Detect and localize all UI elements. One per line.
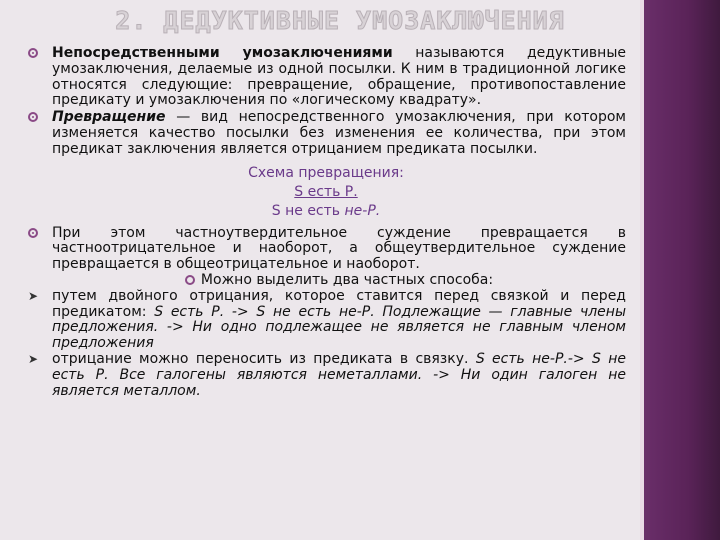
list-item [26, 110, 626, 157]
slide-title: 2. ДЕДУКТИВНЫЕ УМОЗАКЛЮЧЕНИЯ [115, 6, 565, 35]
circle-bullet-icon [185, 275, 195, 285]
decorative-sidebar [640, 0, 720, 540]
scheme-line-1: S есть Р. [294, 183, 358, 200]
scheme-title: Схема превращения: [248, 164, 404, 181]
sub-item: Можно выделить два частных способа: [52, 273, 626, 289]
paragraph-text: При этом частноутвердительное суждение превращается в частноотрицательное и наоборот, а общеутвердительное суждение превращается в общеотрицательное и наоборот. [52, 224, 626, 273]
scheme-block [26, 164, 626, 221]
sidebar-stripe [640, 0, 644, 540]
list-item: ➤ отрицание можно переносить из предиката в связку. S есть не-Р.-> S не есть Р. Все галогены являются неметаллами. -> Ни один галоген не является металлом. [27, 350, 627, 399]
circle-bullet-icon [26, 110, 40, 124]
scheme-line-2: S не есть не-Р. [271, 202, 381, 219]
slide-content [26, 46, 626, 399]
list-item [26, 226, 626, 289]
term-bold: Непосредственными умозаключениями [52, 45, 393, 61]
circle-bullet-icon [26, 226, 40, 240]
circle-bullet-icon [26, 46, 40, 60]
term-italic-bold: Превращение [52, 109, 166, 126]
list-item: ➤ путем двойного отрицания, которое ставится перед связкой и перед предикатом: S есть Р. -> S не есть не-Р. Подлежащие — главные члены предложения. -> Ни одно подлежащее не является не главным членом предложения [27, 287, 626, 352]
paragraph-text: — вид непосредственного умозаключения, при котором изменяется качество посылки без изменения ее количества, при этом предикат заключения является отрицанием предиката посылки. [52, 109, 626, 157]
arrow-bullet-icon: ➤ [27, 288, 39, 303]
arrow-bullet-icon: ➤ [27, 351, 39, 366]
list-item [26, 46, 626, 109]
paragraph-text: называются дедуктивные умозаключения, делаемые из одной посылки. К ним в традиционной логике относятся следующие: превращение, обращение, противопоставление предикату и умозаключения по «логическому квадрату». [52, 45, 626, 109]
